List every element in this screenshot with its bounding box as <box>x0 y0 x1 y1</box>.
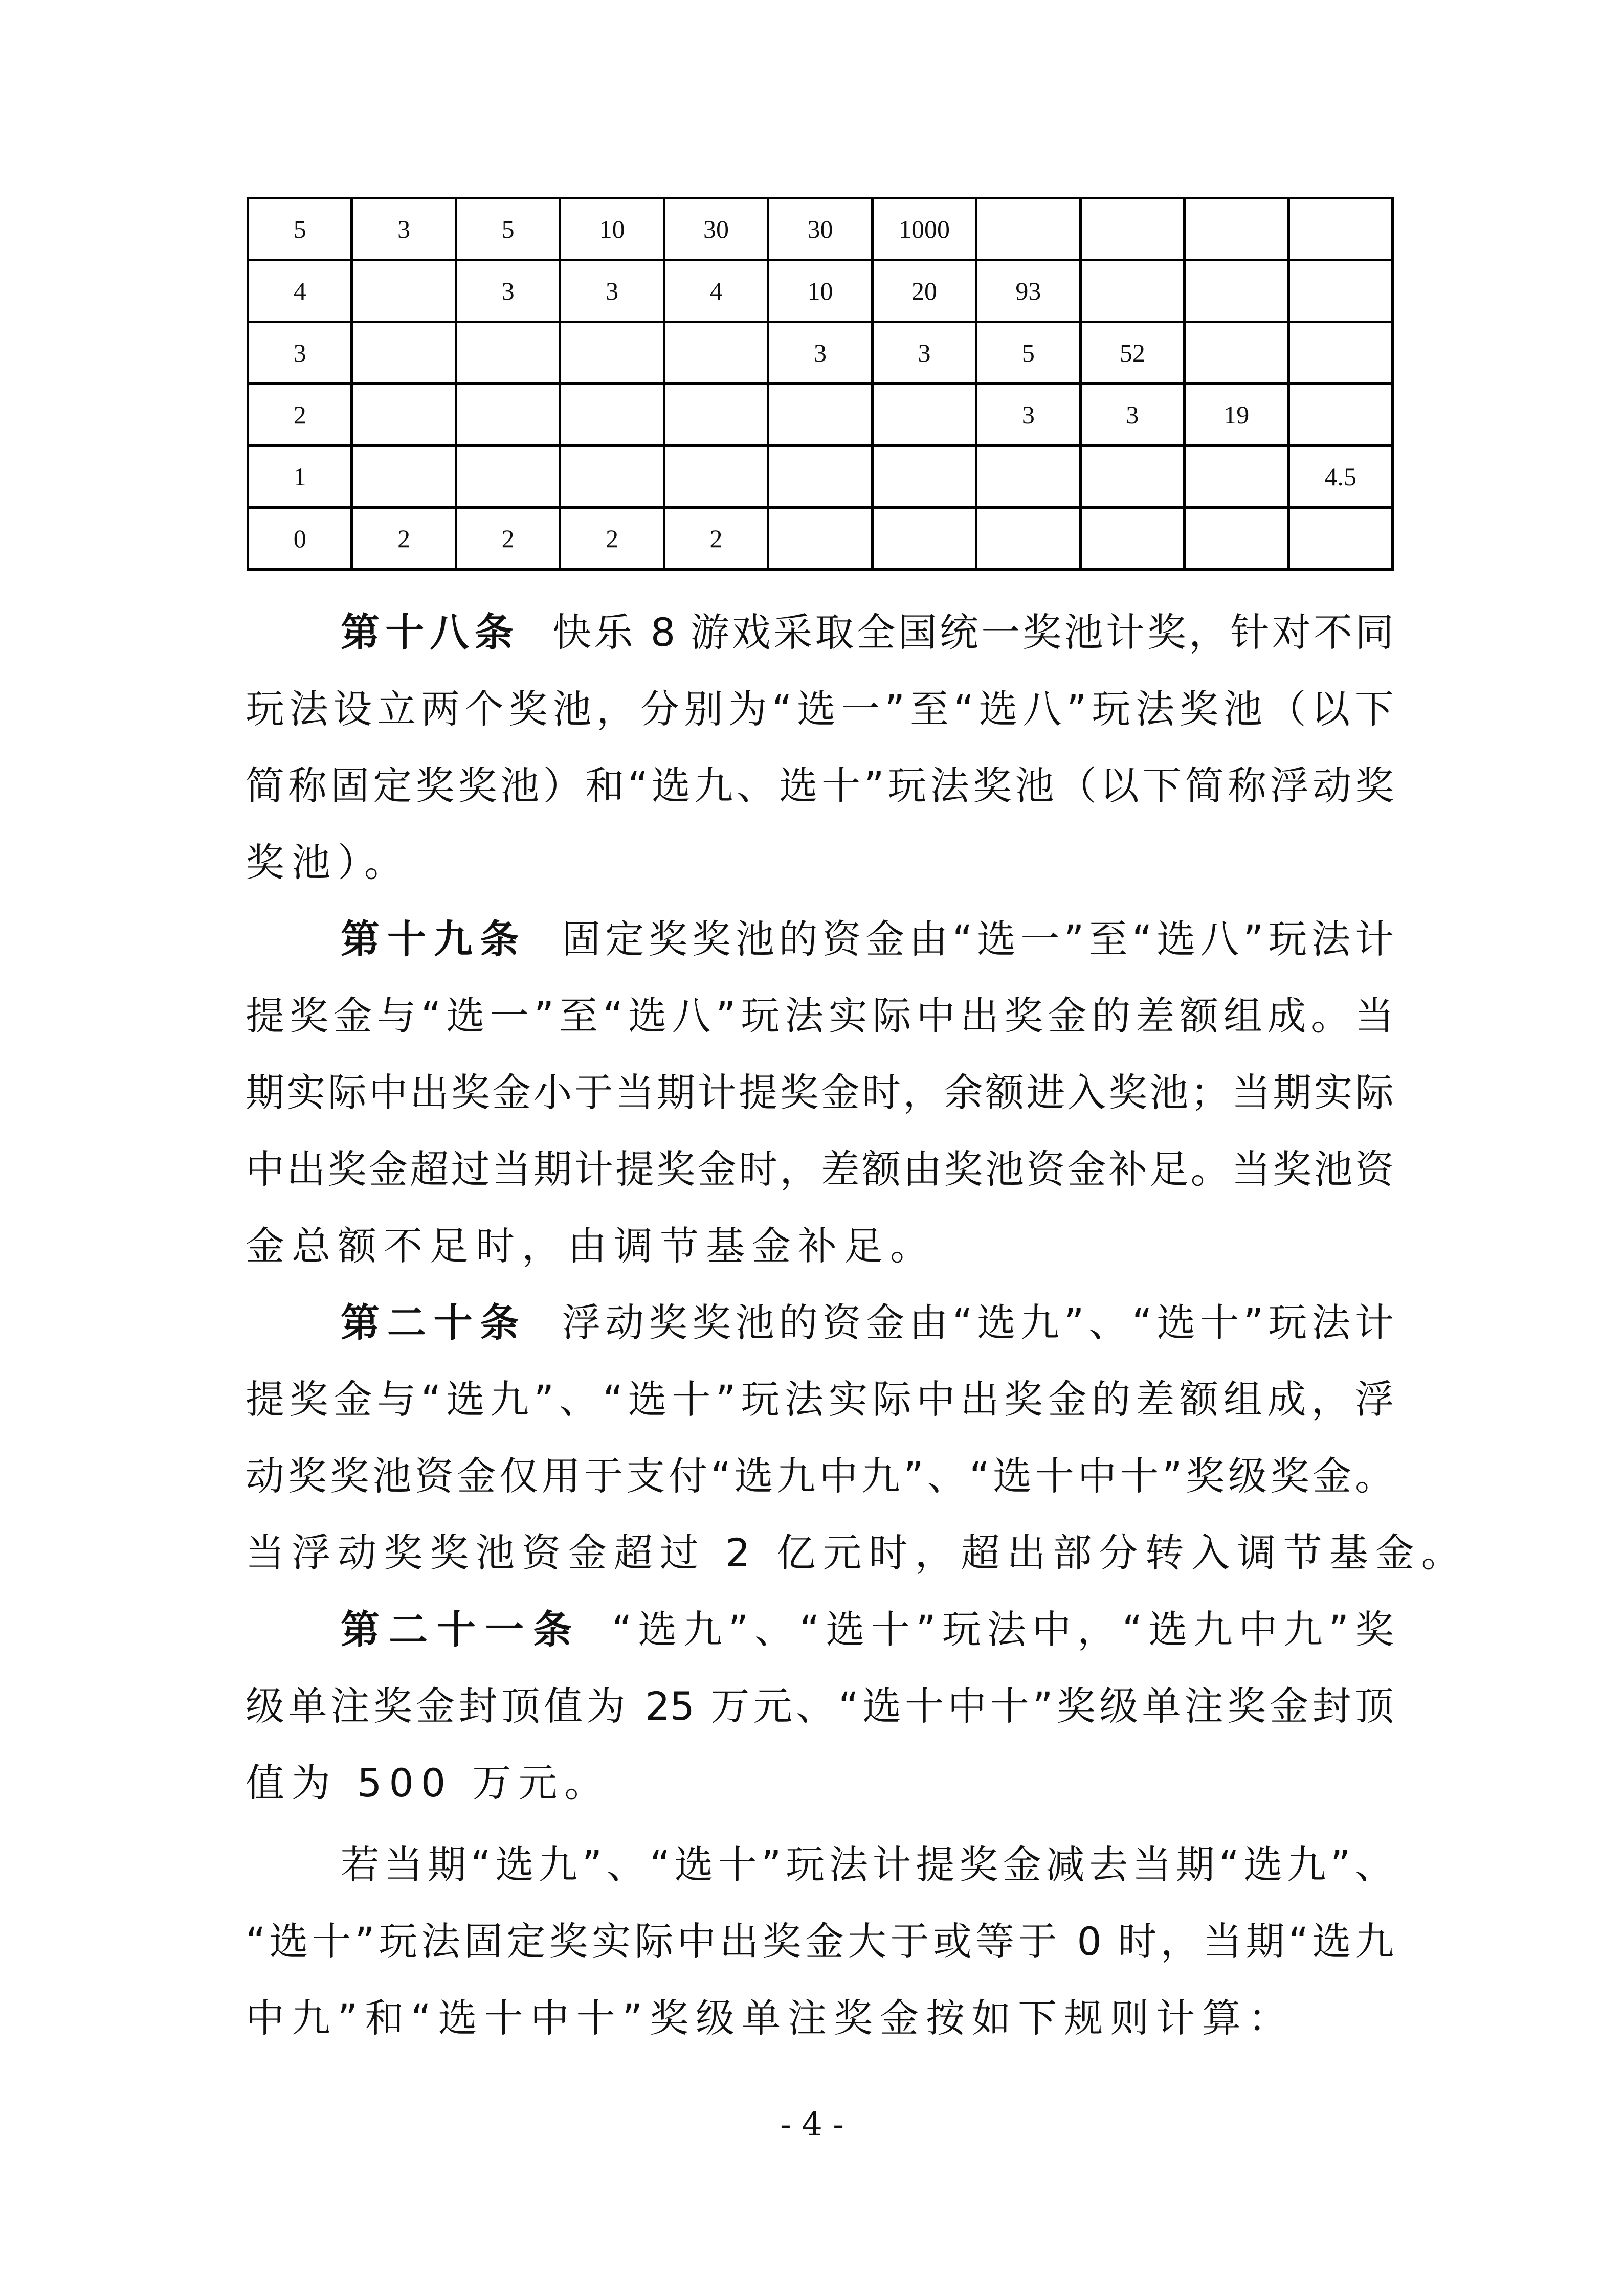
table-cell: 20 <box>872 260 976 322</box>
article-20-line-3: 动奖奖池资金仅用于支付“选九中九”、“选十中十”奖级奖金。 <box>246 1453 1394 1499</box>
table-cell: 4.5 <box>1288 446 1392 508</box>
row-header-cell: 4 <box>248 260 352 322</box>
table-cell: 2 <box>560 508 664 570</box>
article-20-line-4: 当浮动奖奖池资金超过 2 亿元时，超出部分转入调节基金。 <box>246 1530 1467 1575</box>
table-cell: 3 <box>872 322 976 384</box>
table-cell: 5 <box>456 198 560 260</box>
article-21-line-2: 级单注奖金封顶值为 25 万元、“选十中十”奖级单注奖金封顶 <box>246 1683 1394 1729</box>
table-cell <box>1185 446 1288 508</box>
table-cell: 30 <box>768 198 872 260</box>
table-cell <box>768 508 872 570</box>
table-cell: 3 <box>456 260 560 322</box>
table-cell <box>456 446 560 508</box>
page-number: - 4 - <box>780 2106 844 2144</box>
table-cell: 2 <box>456 508 560 570</box>
table-cell <box>560 446 664 508</box>
article-19-line-5: 金总额不足时，由调节基金补足。 <box>246 1223 936 1269</box>
table-cell: 5 <box>976 322 1080 384</box>
table-cell <box>664 384 768 446</box>
table-cell: 19 <box>1185 384 1288 446</box>
table-cell <box>872 446 976 508</box>
table-cell <box>664 322 768 384</box>
paragraph-line-3: 中九”和“选十中十”奖级单注奖金按如下规则计算： <box>246 1995 1295 2041</box>
article-20-line-1: 第二十条 浮动奖奖池的资金由“选九”、“选十”玩法计 <box>341 1300 1394 1345</box>
article-19-line-3: 期实际中出奖金小于当期计提奖金时，余额进入奖池；当期实际 <box>246 1070 1394 1115</box>
table-cell: 30 <box>664 198 768 260</box>
article-20-title: 第二十条 <box>341 1300 527 1345</box>
table-cell <box>1080 198 1184 260</box>
table-cell <box>560 384 664 446</box>
article-18-line-1: 第十八条 快乐 8 游戏采取全国统一奖池计奖，针对不同 <box>341 610 1394 655</box>
row-header-cell: 5 <box>248 198 352 260</box>
table-cell <box>1288 260 1392 322</box>
table-cell: 2 <box>352 508 456 570</box>
table-cell: 4 <box>664 260 768 322</box>
table-cell <box>1288 508 1392 570</box>
article-21-line-1: 第二十一条 “选九”、“选十”玩法中，“选九中九”奖 <box>341 1607 1394 1652</box>
table-cell <box>560 322 664 384</box>
row-header-cell: 2 <box>248 384 352 446</box>
row-header-cell: 1 <box>248 446 352 508</box>
table-cell <box>1288 198 1392 260</box>
paragraph-line-1: 若当期“选九”、“选十”玩法计提奖金减去当期“选九”、 <box>341 1842 1394 1887</box>
table-cell: 2 <box>664 508 768 570</box>
prize-table <box>247 197 1394 571</box>
table-cell <box>1288 322 1392 384</box>
article-18-line-4: 奖池）。 <box>246 840 410 885</box>
table-cell <box>352 322 456 384</box>
table-cell <box>352 384 456 446</box>
article-18-title: 第十八条 <box>341 610 519 655</box>
table-cell <box>976 198 1080 260</box>
table-cell: 10 <box>768 260 872 322</box>
article-19-line-2: 提奖金与“选一”至“选八”玩法实际中出奖金的差额组成。当 <box>246 993 1394 1039</box>
table-row <box>248 384 1393 446</box>
article-19-title: 第十九条 <box>341 916 527 962</box>
table-cell: 1000 <box>872 198 976 260</box>
table-row <box>248 322 1393 384</box>
table-cell <box>1185 508 1288 570</box>
table-cell: 3 <box>560 260 664 322</box>
table-cell <box>456 322 560 384</box>
table-cell: 3 <box>976 384 1080 446</box>
article-21-line-3: 值为 500 万元。 <box>246 1760 611 1806</box>
article-18-line-3: 简称固定奖奖池）和“选九、选十”玩法奖池（以下简称浮动奖 <box>246 763 1394 808</box>
table-cell <box>456 384 560 446</box>
table-cell: 10 <box>560 198 664 260</box>
table-cell <box>768 446 872 508</box>
table-cell <box>1185 322 1288 384</box>
table-cell <box>352 446 456 508</box>
table-cell <box>1080 446 1184 508</box>
table-cell: 93 <box>976 260 1080 322</box>
table-cell <box>872 508 976 570</box>
table-cell: 3 <box>352 198 456 260</box>
table-cell: 3 <box>768 322 872 384</box>
row-header-cell: 0 <box>248 508 352 570</box>
table-cell <box>1185 198 1288 260</box>
row-header-cell: 3 <box>248 322 352 384</box>
table-cell <box>872 384 976 446</box>
table-cell <box>976 446 1080 508</box>
table-cell: 52 <box>1080 322 1184 384</box>
table-cell <box>1185 260 1288 322</box>
article-19-line-1: 第十九条 固定奖奖池的资金由“选一”至“选八”玩法计 <box>341 916 1394 962</box>
article-18-line-2: 玩法设立两个奖池，分别为“选一”至“选八”玩法奖池（以下 <box>246 686 1394 732</box>
article-21-title: 第二十一条 <box>341 1607 582 1652</box>
table-cell <box>1080 260 1184 322</box>
table-cell <box>1080 508 1184 570</box>
table-cell <box>1288 384 1392 446</box>
table-cell <box>768 384 872 446</box>
table-row <box>248 508 1393 570</box>
table-cell: 3 <box>1080 384 1184 446</box>
paragraph-line-2: “选十”玩法固定奖实际中出奖金大于或等于 0 时，当期“选九 <box>246 1919 1394 1964</box>
article-19-line-4: 中出奖金超过当期计提奖金时，差额由奖池资金补足。当奖池资 <box>246 1146 1394 1192</box>
table-cell <box>664 446 768 508</box>
table-row <box>248 260 1393 322</box>
table-cell <box>352 260 456 322</box>
article-20-line-2: 提奖金与“选九”、“选十”玩法实际中出奖金的差额组成，浮 <box>246 1377 1394 1422</box>
table-row <box>248 446 1393 508</box>
table-cell <box>976 508 1080 570</box>
table-row <box>248 198 1393 260</box>
